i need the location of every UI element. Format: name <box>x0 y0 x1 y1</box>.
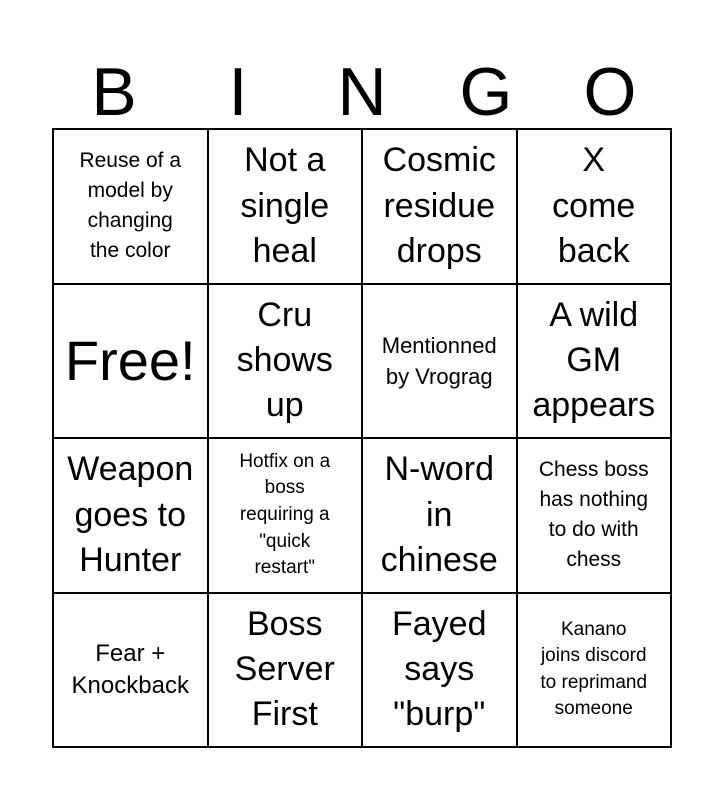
cell-text: Mentionned by Vrograg <box>381 332 497 389</box>
header-letter-n: N <box>337 54 387 130</box>
free-space-cell[interactable] <box>53 284 208 439</box>
bingo-cell[interactable] <box>517 438 672 593</box>
cell-text: Fear + Knockback <box>71 639 189 699</box>
bingo-board <box>52 128 672 748</box>
bingo-cell[interactable] <box>53 593 208 748</box>
cell-text: Reuse of a model by changing the color <box>79 148 182 263</box>
cell-text: Fayed says "burp" <box>392 604 487 734</box>
bingo-cell[interactable] <box>53 129 208 284</box>
cell-text: Not a single heal <box>240 141 330 270</box>
cell-text: Chess boss has nothing to do with chess <box>538 457 649 572</box>
cell-text: N-word in chinese <box>380 450 498 579</box>
cell-text: A wild GM appears <box>532 295 656 425</box>
bingo-cell[interactable] <box>362 284 517 439</box>
bingo-cell[interactable] <box>362 593 517 748</box>
cell-text: Hotfix on a boss requiring a "quick restart" <box>239 450 331 579</box>
header-letter-b: B <box>91 54 137 130</box>
bingo-cell[interactable] <box>53 438 208 593</box>
bingo-cell[interactable] <box>208 284 363 439</box>
header-letter-g: G <box>459 54 513 130</box>
bingo-cell[interactable] <box>517 593 672 748</box>
bingo-cell[interactable] <box>208 129 363 284</box>
cell-text: X come back <box>552 141 636 270</box>
header-letter-i: I <box>228 54 248 130</box>
cell-text: Boss Server First <box>234 604 335 734</box>
cell-text: Kanano joins discord to reprimand someone <box>540 618 648 720</box>
bingo-cell[interactable] <box>208 438 363 593</box>
bingo-cell[interactable] <box>208 593 363 748</box>
bingo-cell[interactable] <box>517 284 672 439</box>
bingo-cell[interactable] <box>517 129 672 284</box>
header-letter-o: O <box>583 54 637 130</box>
cell-text: Weapon goes to Hunter <box>67 450 194 579</box>
cell-text: Cru shows up <box>236 295 333 425</box>
cell-text: Cosmic residue drops <box>382 141 496 270</box>
bingo-cell[interactable] <box>362 129 517 284</box>
bingo-header <box>52 52 672 128</box>
bingo-cell[interactable] <box>362 438 517 593</box>
free-space-text: Free! <box>64 328 196 392</box>
